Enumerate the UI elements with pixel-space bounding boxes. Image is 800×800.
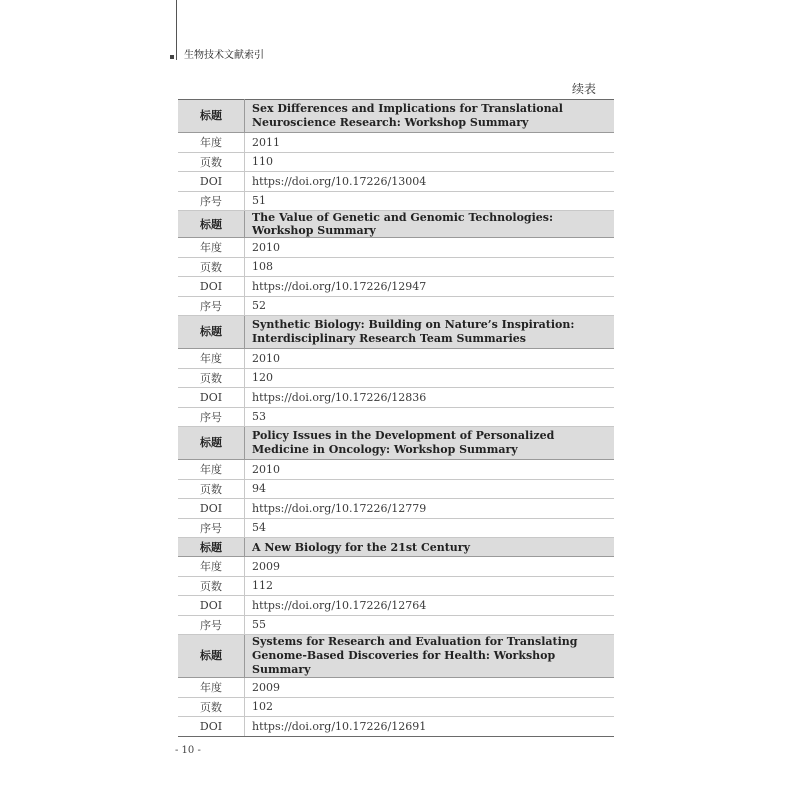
year-row xyxy=(178,349,614,369)
pages-label: 页数 xyxy=(178,479,245,499)
serial-label: 序号 xyxy=(178,191,245,211)
records-body xyxy=(178,100,614,737)
year-label: 年度 xyxy=(178,349,245,369)
doi-label: DOI xyxy=(178,172,245,192)
pages-label: 页数 xyxy=(178,576,245,596)
pages-value: 94 xyxy=(245,479,615,499)
pages-row xyxy=(178,257,614,277)
pages-value: 112 xyxy=(245,576,615,596)
serial-label: 序号 xyxy=(178,407,245,427)
title-value: Synthetic Biology: Building on Nature’s Inspiration: Interdisciplinary Research Team Summaries xyxy=(245,316,615,349)
doi-value: https://doi.org/10.17226/12836 xyxy=(245,388,615,408)
pages-row xyxy=(178,152,614,172)
year-value: 2009 xyxy=(245,678,615,698)
title-label: 标题 xyxy=(178,100,245,133)
title-row xyxy=(178,538,614,557)
doi-label: DOI xyxy=(178,717,245,737)
serial-row xyxy=(178,518,614,538)
pages-row xyxy=(178,576,614,596)
year-value: 2011 xyxy=(245,133,615,153)
year-value: 2009 xyxy=(245,557,615,577)
pages-row xyxy=(178,479,614,499)
serial-label: 序号 xyxy=(178,615,245,635)
running-head: 生物技术文献索引 xyxy=(184,50,264,61)
year-value: 2010 xyxy=(245,349,615,369)
doi-row xyxy=(178,277,614,297)
title-label: 标题 xyxy=(178,427,245,460)
title-row xyxy=(178,100,614,133)
title-value: Systems for Research and Evaluation for Translating Genome-Based Discoveries for Health: Workshop Summary xyxy=(245,635,615,678)
serial-value: 53 xyxy=(245,407,615,427)
continued-label: 续表 xyxy=(572,82,597,96)
title-label: 标题 xyxy=(178,635,245,678)
doi-row xyxy=(178,717,614,737)
doi-label: DOI xyxy=(178,499,245,519)
title-label: 标题 xyxy=(178,538,245,557)
serial-row xyxy=(178,191,614,211)
pages-row xyxy=(178,368,614,388)
title-row xyxy=(178,635,614,678)
doi-row xyxy=(178,499,614,519)
serial-row xyxy=(178,407,614,427)
serial-label: 序号 xyxy=(178,296,245,316)
serial-value: 54 xyxy=(245,518,615,538)
title-label: 标题 xyxy=(178,316,245,349)
pages-label: 页数 xyxy=(178,368,245,388)
doi-value: https://doi.org/10.17226/13004 xyxy=(245,172,615,192)
pages-row xyxy=(178,697,614,717)
margin-dot xyxy=(170,55,174,59)
doi-label: DOI xyxy=(178,277,245,297)
doi-row xyxy=(178,172,614,192)
title-value: A New Biology for the 21st Century xyxy=(245,538,615,557)
doi-value: https://doi.org/10.17226/12947 xyxy=(245,277,615,297)
pages-value: 108 xyxy=(245,257,615,277)
year-row xyxy=(178,238,614,258)
serial-row xyxy=(178,296,614,316)
pages-label: 页数 xyxy=(178,257,245,277)
year-label: 年度 xyxy=(178,678,245,698)
title-label: 标题 xyxy=(178,211,245,238)
title-value: The Value of Genetic and Genomic Technologies: Workshop Summary xyxy=(245,211,615,238)
title-value: Policy Issues in the Development of Personalized Medicine in Oncology: Workshop Summary xyxy=(245,427,615,460)
year-label: 年度 xyxy=(178,557,245,577)
doi-value: https://doi.org/10.17226/12779 xyxy=(245,499,615,519)
doi-row xyxy=(178,596,614,616)
year-row xyxy=(178,557,614,577)
year-row xyxy=(178,460,614,480)
pages-value: 110 xyxy=(245,152,615,172)
year-value: 2010 xyxy=(245,238,615,258)
page-number: - 10 - xyxy=(175,745,201,756)
serial-value: 51 xyxy=(245,191,615,211)
margin-rule xyxy=(176,0,177,60)
doi-value: https://doi.org/10.17226/12691 xyxy=(245,717,615,737)
year-row xyxy=(178,678,614,698)
pages-value: 102 xyxy=(245,697,615,717)
year-row xyxy=(178,133,614,153)
doi-row xyxy=(178,388,614,408)
title-row xyxy=(178,316,614,349)
title-value: Sex Differences and Implications for Translational Neuroscience Research: Workshop Summary xyxy=(245,100,615,133)
year-label: 年度 xyxy=(178,238,245,258)
pages-value: 120 xyxy=(245,368,615,388)
title-row xyxy=(178,211,614,238)
doi-value: https://doi.org/10.17226/12764 xyxy=(245,596,615,616)
doi-label: DOI xyxy=(178,596,245,616)
year-label: 年度 xyxy=(178,460,245,480)
pages-label: 页数 xyxy=(178,697,245,717)
serial-value: 55 xyxy=(245,615,615,635)
records-table xyxy=(178,99,614,737)
year-label: 年度 xyxy=(178,133,245,153)
doi-label: DOI xyxy=(178,388,245,408)
year-value: 2010 xyxy=(245,460,615,480)
serial-label: 序号 xyxy=(178,518,245,538)
serial-value: 52 xyxy=(245,296,615,316)
title-row xyxy=(178,427,614,460)
serial-row xyxy=(178,615,614,635)
pages-label: 页数 xyxy=(178,152,245,172)
